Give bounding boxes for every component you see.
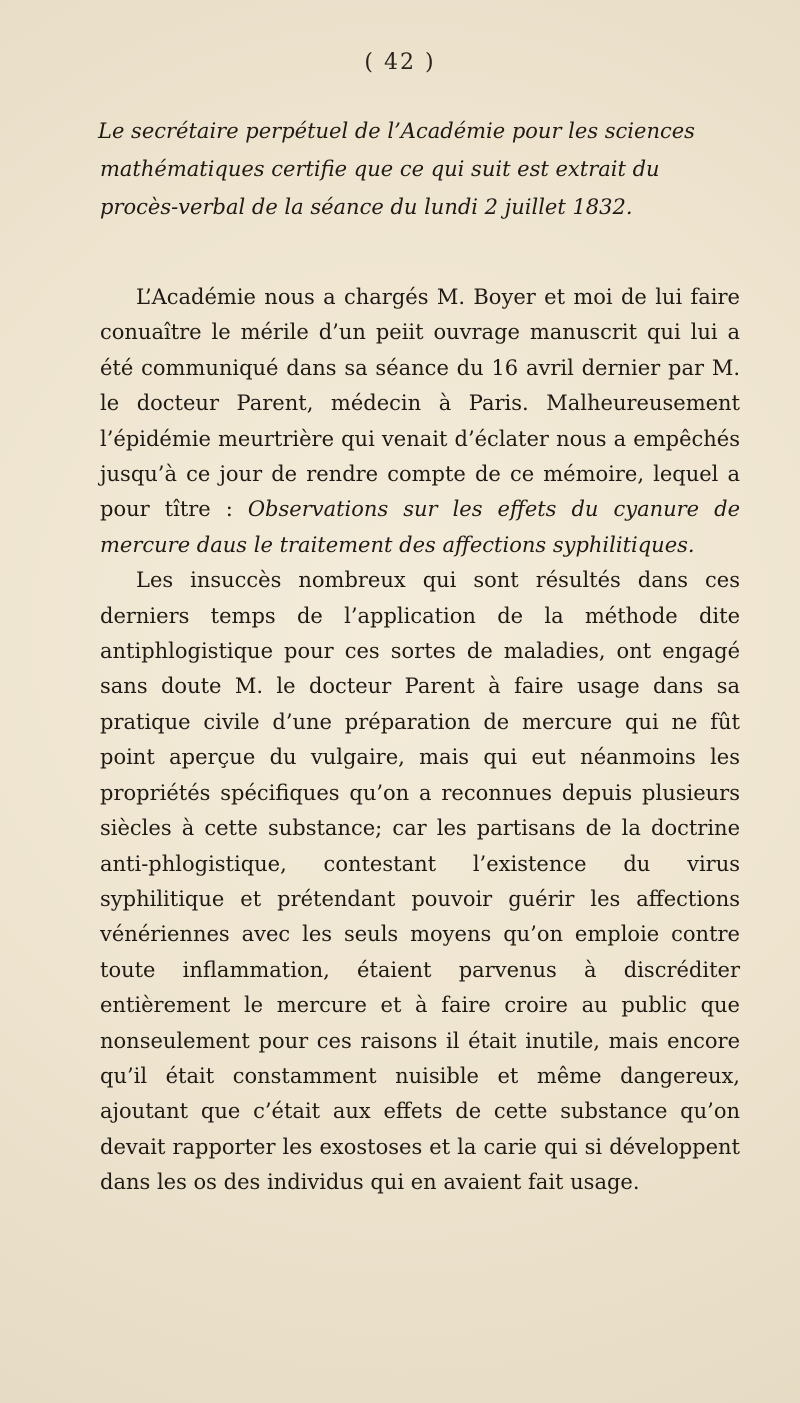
page-number: ( 42 ) [364, 50, 436, 75]
report-body [100, 280, 740, 1201]
memoir-title: Observations sur les effets du cyanure de mercure daus le traitement des affections syphilitiques. [100, 497, 740, 557]
certification-statement: Le secrétaire perpétuel de l’Académie pour les sciences mathématiques certifie que ce qui suit est extrait du procès-verbal de la séance du lundi 2 juillet 1832. [98, 119, 695, 219]
paragraph-2: Les insuccès nombreux qui sont résultés dans ces derniers temps de l’application de la méthode dite antiphlogistique pour ces sortes de maladies, ont engagé sans doute M. le docteur Parent à faire usage dans sa pratique civile d’une préparation de mercure qui ne fût point aperçue du vulgaire, mais qui eut néanmoins les propriétés spécifiques qu’on a reconnues depuis plusieurs siècles à cette substance; car les partisans de la doctrine anti-phlogistique, contestant l’existence du virus syphilitique et prétendant pouvoir guérir les affections vénériennes avec les seuls moyens qu’on emploie contre toute inflammation, étaient parvenus à discréditer entièrement le mercure et à faire croire au public que nonseulement pour ces raisons il était inutile, mais encore qu’il était constamment nuisible et même dangereux, ajoutant que c’était aux effets de cette substance qu’on devait rapporter les exostoses et la carie qui si développent dans les os des individus qui en avaient fait usage. [100, 568, 740, 1195]
paragraph-1-text: L’Académie nous a chargés M. Boyer et moi de lui faire conuaître le mérile d’un peiit ouvrage manuscrit qui lui a été communiqué dans sa séance du 16 avril dernier par M. le docteur Parent, médecin à Paris. Malheureusement l’épidémie meurtrière qui venait d’éclater nous a empêchés jusqu’à ce jour de rendre compte de ce mémoire, lequel a pour tître : [100, 285, 740, 522]
paragraph-1 [100, 280, 740, 563]
